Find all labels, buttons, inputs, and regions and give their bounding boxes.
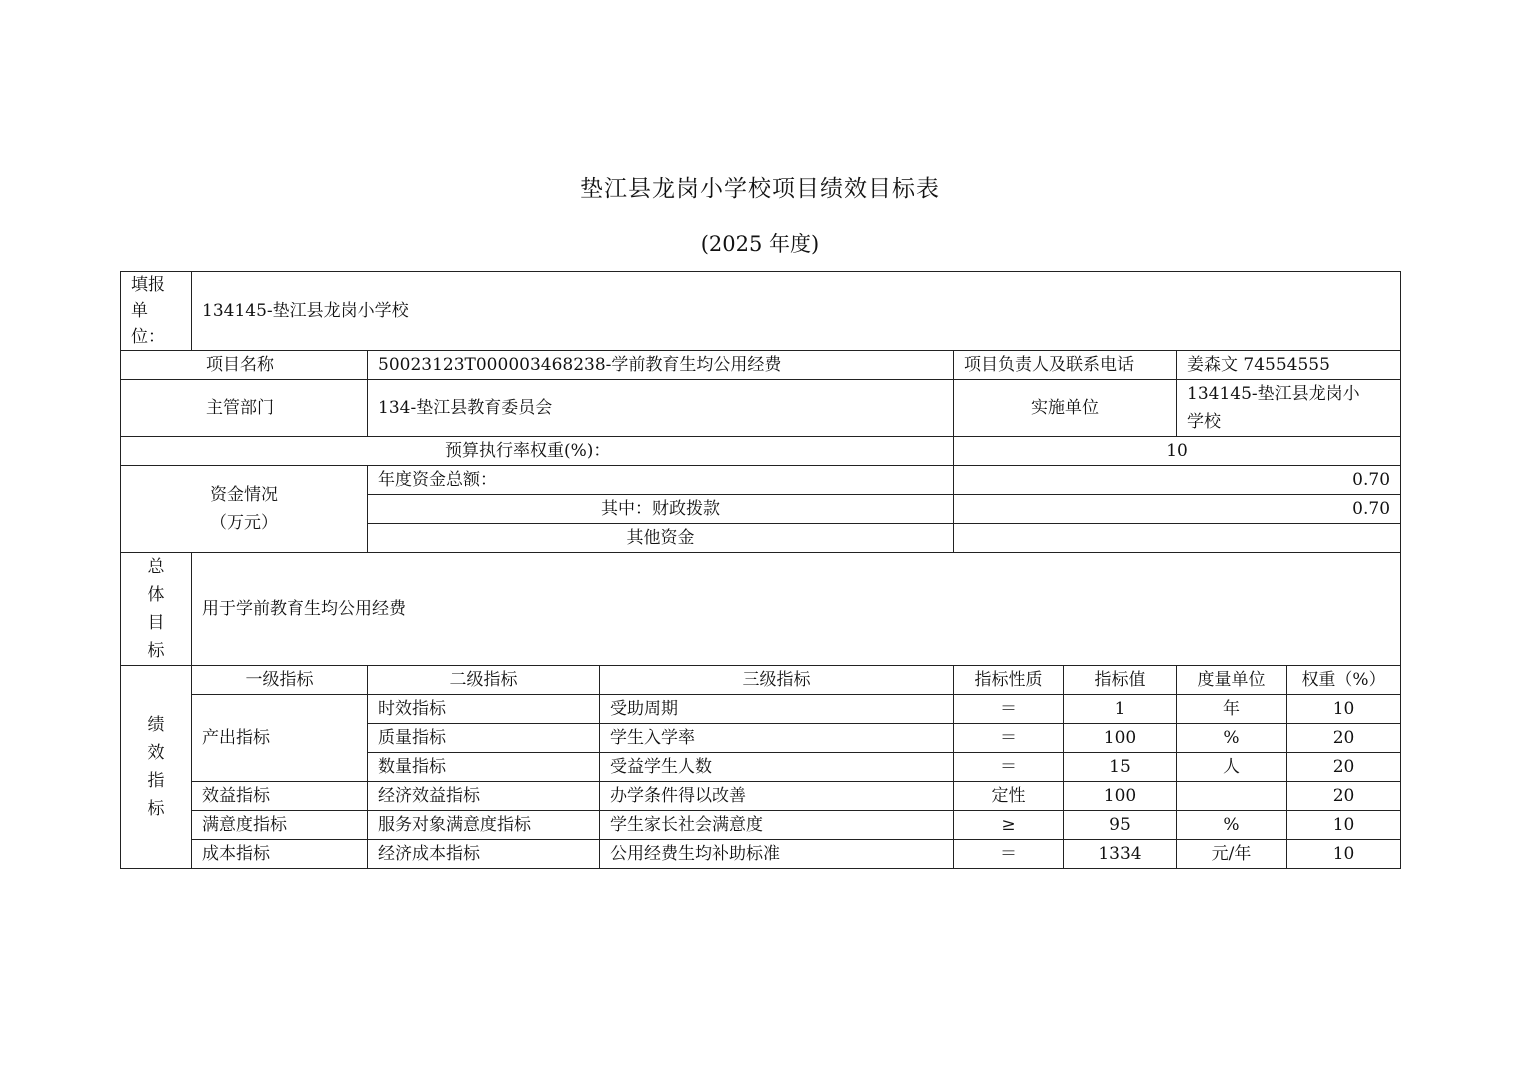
level2-cell: 服务对象满意度指标 (368, 811, 600, 840)
level3-cell: 学生入学率 (600, 724, 954, 753)
unit-cell: 年 (1177, 695, 1287, 724)
level2-cell: 经济成本指标 (368, 840, 600, 869)
nature-cell: ＝ (954, 840, 1064, 869)
contact-label: 项目负责人及联系电话 (954, 351, 1177, 380)
budget-weight-value: 10 (954, 437, 1401, 466)
weight-cell: 10 (1287, 811, 1401, 840)
unit-value: 134145-垫江县龙岗小学校 (192, 272, 1401, 351)
level3-cell: 受助周期 (600, 695, 954, 724)
header-level1: 一级指标 (192, 666, 368, 695)
overall-goal-label: 总 体 目 标 (121, 553, 192, 666)
funds-label: 资金情况 （万元） (121, 466, 368, 553)
weight-cell: 20 (1287, 782, 1401, 811)
level1-cost: 成本指标 (192, 840, 368, 869)
nature-cell: ＝ (954, 695, 1064, 724)
funds-total-value: 0.70 (954, 466, 1401, 495)
unit-cell: 人 (1177, 753, 1287, 782)
level2-cell: 时效指标 (368, 695, 600, 724)
header-weight: 权重（%） (1287, 666, 1401, 695)
level1-satisfaction: 满意度指标 (192, 811, 368, 840)
header-level2: 二级指标 (368, 666, 600, 695)
level2-cell: 经济效益指标 (368, 782, 600, 811)
level3-cell: 公用经费生均补助标准 (600, 840, 954, 869)
value-cell: 15 (1064, 753, 1177, 782)
header-level3: 三级指标 (600, 666, 954, 695)
project-name-value: 50023123T000003468238-学前教育生均公用经费 (368, 351, 954, 380)
level2-cell: 质量指标 (368, 724, 600, 753)
table-row (121, 695, 1401, 724)
value-cell: 100 (1064, 782, 1177, 811)
performance-indicators-label: 绩 效 指 标 (121, 666, 192, 869)
contact-value: 姜森文 74554555 (1177, 351, 1401, 380)
implementing-unit-label: 实施单位 (954, 380, 1177, 437)
table-row (121, 840, 1401, 869)
page-title: 垫江县龙岗小学校项目绩效目标表 (580, 176, 940, 202)
value-cell: 95 (1064, 811, 1177, 840)
overall-goal-text: 用于学前教育生均公用经费 (192, 553, 1401, 666)
unit-cell: % (1177, 811, 1287, 840)
overall-goal-row (121, 553, 1401, 666)
performance-target-table (120, 271, 1401, 869)
table-row (121, 782, 1401, 811)
implementing-unit-value: 134145-垫江县龙岗小 学校 (1177, 380, 1401, 437)
nature-cell: ≥ (954, 811, 1064, 840)
funds-fiscal-value: 0.70 (954, 495, 1401, 524)
table-row (121, 811, 1401, 840)
department-label: 主管部门 (121, 380, 368, 437)
indicator-header-row (121, 666, 1401, 695)
department-row (121, 380, 1401, 437)
budget-weight-row (121, 437, 1401, 466)
funds-other-label: 其他资金 (368, 524, 954, 553)
weight-cell: 20 (1287, 724, 1401, 753)
header-unit: 度量单位 (1177, 666, 1287, 695)
weight-cell: 20 (1287, 753, 1401, 782)
header-value: 指标值 (1064, 666, 1177, 695)
budget-weight-label: 预算执行率权重(%)： (121, 437, 954, 466)
unit-row (121, 272, 1401, 351)
project-name-label: 项目名称 (121, 351, 368, 380)
level2-cell: 数量指标 (368, 753, 600, 782)
unit-cell: 元/年 (1177, 840, 1287, 869)
header-nature: 指标性质 (954, 666, 1064, 695)
level3-cell: 学生家长社会满意度 (600, 811, 954, 840)
unit-cell (1177, 782, 1287, 811)
value-cell: 1 (1064, 695, 1177, 724)
level1-output: 产出指标 (192, 695, 368, 782)
unit-cell: % (1177, 724, 1287, 753)
funds-total-label: 年度资金总额： (368, 466, 954, 495)
level1-benefit: 效益指标 (192, 782, 368, 811)
funds-fiscal-label: 其中：财政拨款 (368, 495, 954, 524)
weight-cell: 10 (1287, 695, 1401, 724)
value-cell: 1334 (1064, 840, 1177, 869)
weight-cell: 10 (1287, 840, 1401, 869)
level3-cell: 办学条件得以改善 (600, 782, 954, 811)
department-value: 134-垫江县教育委员会 (368, 380, 954, 437)
level3-cell: 受益学生人数 (600, 753, 954, 782)
nature-cell: ＝ (954, 724, 1064, 753)
value-cell: 100 (1064, 724, 1177, 753)
funds-total-row (121, 466, 1401, 495)
funds-other-value (954, 524, 1401, 553)
nature-cell: ＝ (954, 753, 1064, 782)
project-name-row (121, 351, 1401, 380)
unit-label: 填报 单位： (121, 272, 192, 351)
page-subtitle: (2025 年度) (700, 232, 820, 256)
nature-cell: 定性 (954, 782, 1064, 811)
